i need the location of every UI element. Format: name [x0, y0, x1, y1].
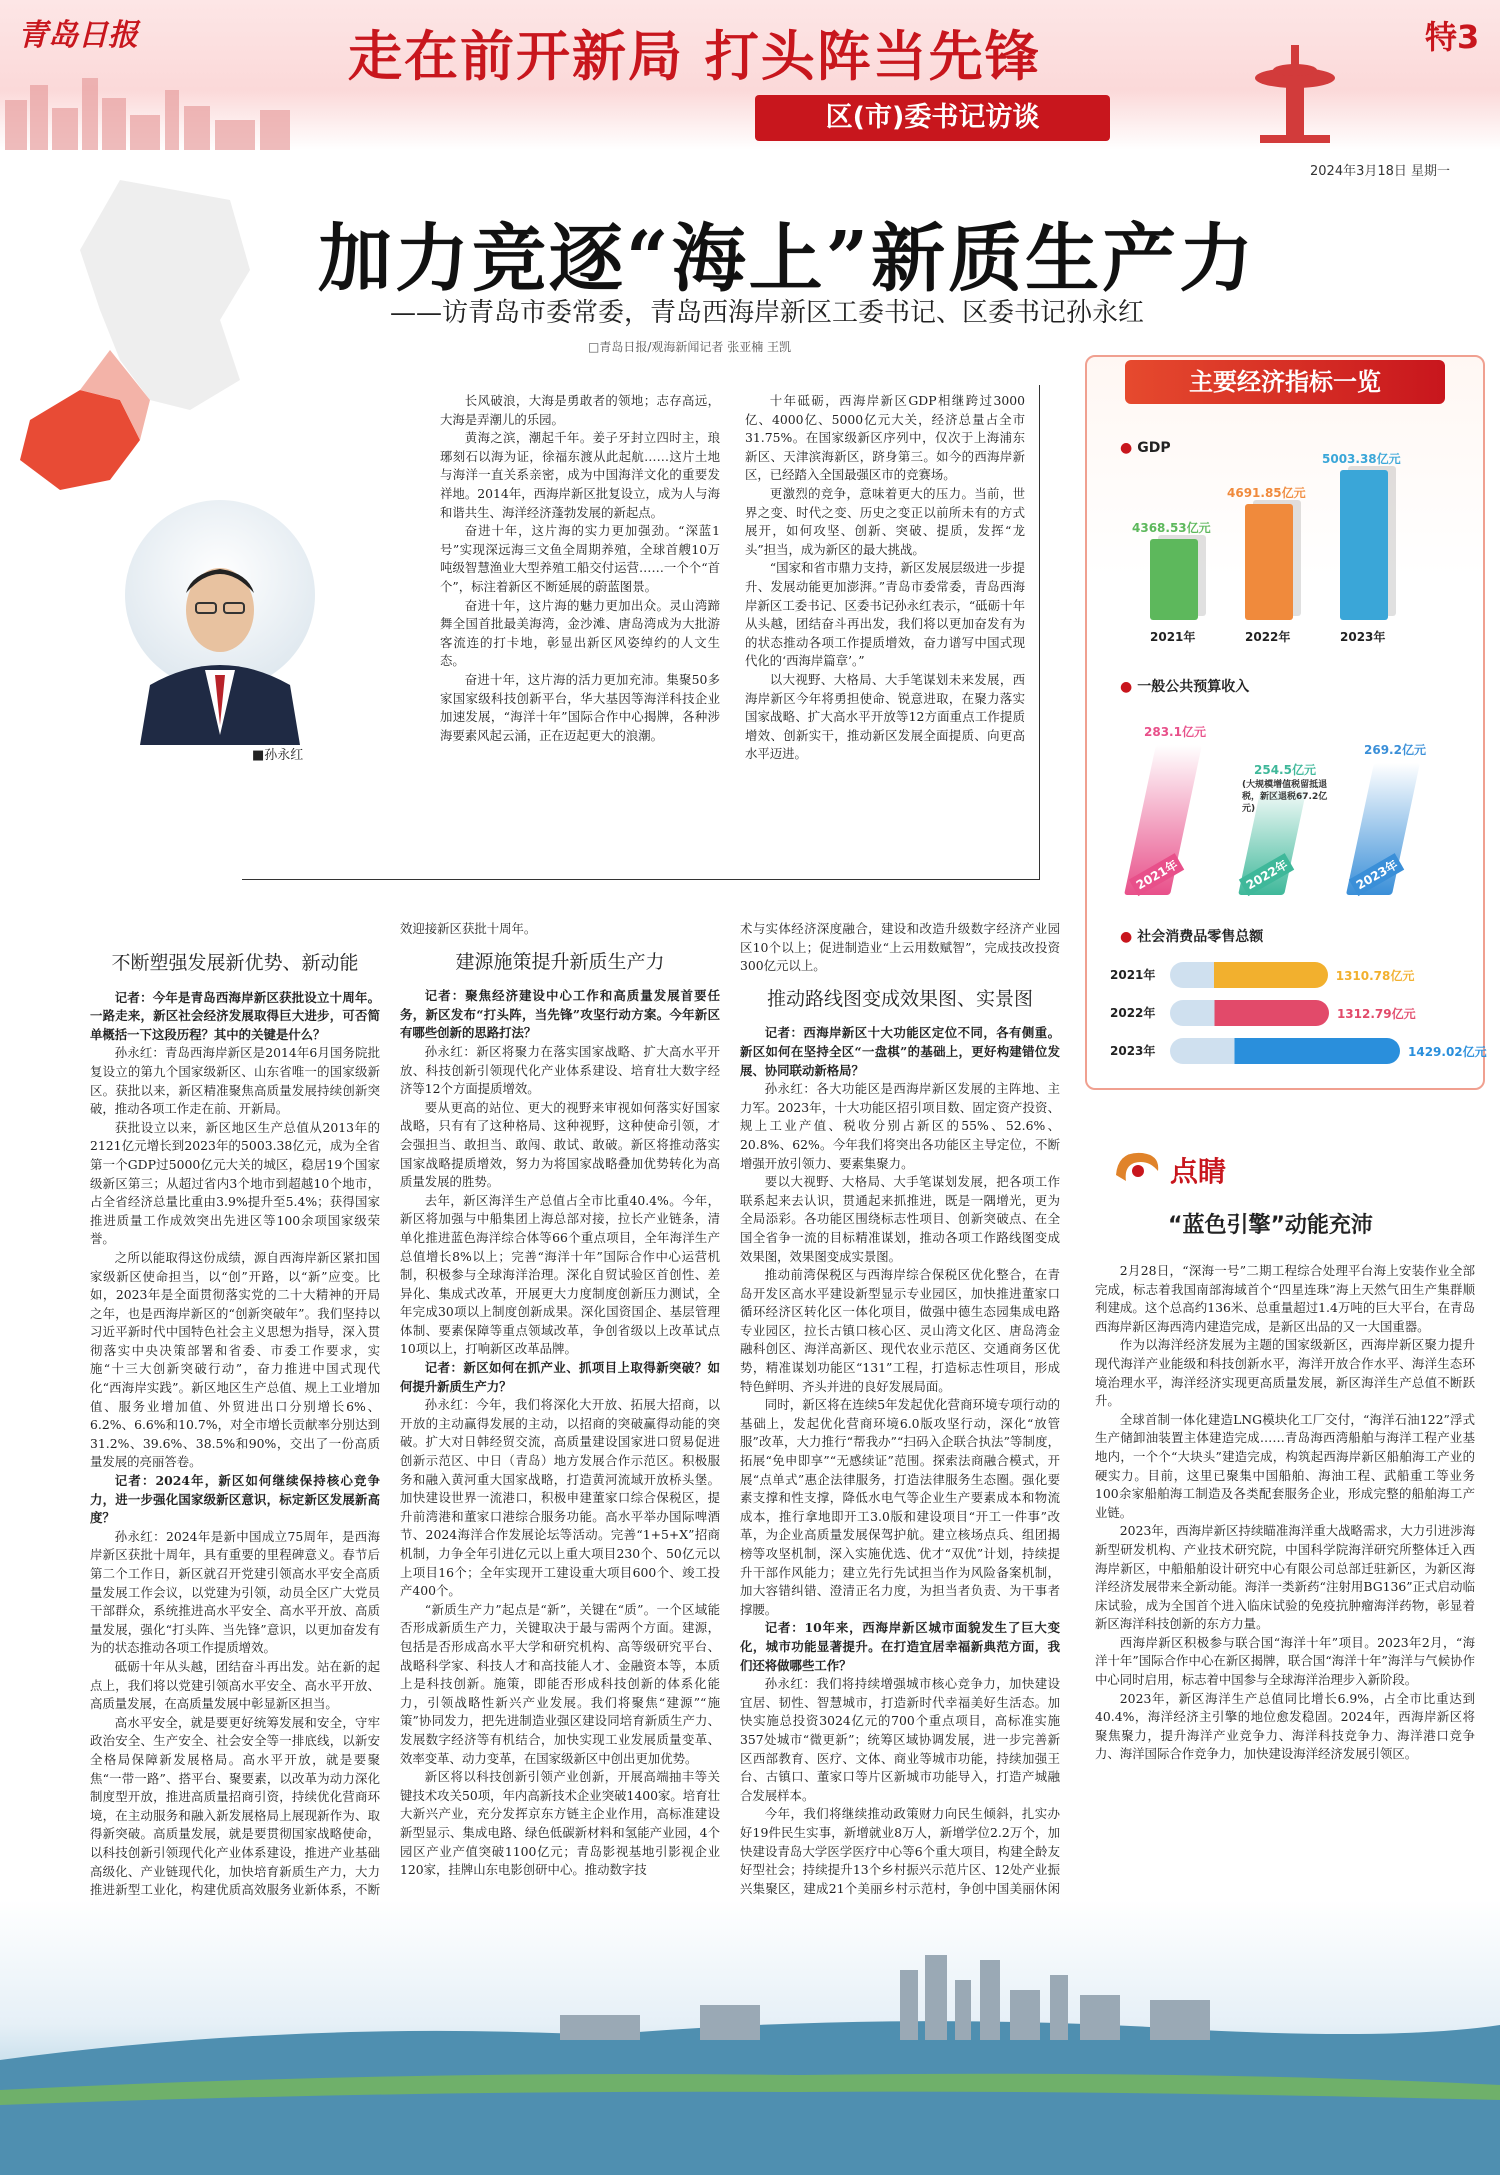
budget-value-label: 254.5亿元	[1254, 762, 1316, 777]
interview-answer: 孙永红：青岛西海岸新区是2014年6月国务院批复设立的第九个国家级新区、山东省唯一的国家级新区。获批以来，新区精准聚焦高质量发展持续创新突破，推动各项工作走在前、开新局。	[90, 1045, 380, 1117]
budget-chart	[1110, 700, 1470, 910]
gdp-bar	[1245, 504, 1293, 620]
budget-note: (大规模增值税留抵退税，新区退税67.2亿元)	[1242, 779, 1328, 814]
sidebar-paragraph: 2月28日，“深海一号”二期工程综合处理平台海上安装作业全部完成，标志着我国南部海域首个“四星连珠”海上天然气田生产集群顺利建成。这个总高约136米、总重量超过1.4万吨的巨大平台，在青岛西海岸新区海西湾内建造完成，是新区出品的又一大国重器。	[1095, 1263, 1475, 1334]
sidebar-body	[1095, 1262, 1475, 1764]
intro-column-1	[440, 392, 720, 745]
budget-label: ● 一般公共预算收入	[1120, 676, 1249, 696]
interview-answer: 今年，我们将继续推动政策财力向民生倾斜，扎实办好19件民生实事，新增就业8万人，新增学位2.2万个，加快建设青岛大学医学医疗中心等6个重大项目，构建全龄友好型社会；持续提升13个乡村振兴示范片区、12处产业振兴集聚区，建成21个美丽乡村示范村，争创中国美丽休闲	[740, 1806, 1060, 1896]
intro-column-2	[745, 392, 1025, 764]
skyline-illustration	[0, 70, 330, 150]
budget-value-label: 269.2亿元	[1364, 743, 1426, 758]
coastline-cityscape-photo	[0, 1900, 1500, 2175]
gdp-chart	[1110, 452, 1470, 660]
retail-value-label: 1310.78亿元	[1335, 969, 1415, 983]
portrait-caption: ■孙永红	[252, 748, 304, 763]
budget-year-label: 2022年	[1239, 853, 1295, 896]
gdp-year-label: 2023年	[1340, 630, 1386, 644]
interview-question: 记者：10年来，西海岸新区城市面貌发生了巨大变化，城市功能显著提升。在打造宜居幸福新典范方面，我们还将做哪些工作？	[740, 1620, 1060, 1673]
retail-year-label: 2021年	[1110, 968, 1156, 982]
article-subtitle: ——访青岛市委常委，青岛西海岸新区工委书记、区委书记孙永红	[390, 298, 1145, 328]
portrait-photo	[120, 485, 320, 745]
gdp-year-label: 2022年	[1245, 630, 1291, 644]
interview-answer: 孙永红：各大功能区是西海岸新区发展的主阵地、主力军。2023年，十大功能区招引项目数、固定资产投资、规上工业产值、税收分别占新区的55%、52.6%、20.8%、62%。今年我们将突出各功能区主导定位，不断增强开放引领力、要素集聚力。	[740, 1081, 1060, 1171]
masthead	[0, 0, 1500, 150]
interview-answer: “新质生产力”起点是“新”，关键在“质”。一个区域能否形成新质生产力，关键取决于最与需两个方面。建源，包括是否形成高水平大学和研究机构、高等级研究平台、战略科学家、科技人才和高技能人才、金融资本等，本质上是科技创新。施策，即能否形成科技创新的体系化能力，引领战略性新兴产业发展。我们将聚焦“建源”“施策”协同发力，把先进制造业强区建设同培育新质生产力、发展数字经济等有机结合，加快实现工业发展质量变革、效率变革、动力变革，在国家级新区中创出更加优势。	[400, 1601, 720, 1766]
gdp-value-label: 5003.38亿元	[1322, 452, 1401, 466]
interview-answer: 同时，新区将在连续5年发起优化营商环境专项行动的基础上，发起优化营商环境6.0版攻坚行动，深化“放管服”改革，大力推行“帮我办”“扫码入企联合执法”等制度，拓展“免申即享”“无感续证”范围。探索法商融合模式，开展“点单式”惠企法律服务，打造法律服务生态圈。强化要素支撑和性支撑，降低水电气等企业生产要素成本和物流成本，推行拿地即开工3.0版和建设项目“开工一件事”改革，为企业高质量发展保驾护航。建立核场点兵、组团揭榜等攻坚机制，深入实施优选、优才“双优”计划，持续提升干部作风能力；建立先行先试担当作为风险备案机制，加大容错纠错、澄清正名力度，为担当者负责、为干事者撑腰。	[740, 1397, 1060, 1617]
interview-answer: 要从更高的站位、更大的视野来审视如何落实好国家战略，只有有了这种格局、这种视野，这种使命引领，才会强担当、敢担当、敢闯、敢试、敢破。新区将推动落实国家战略提质增效，努力为将国家战略叠加优势转化为高质量发展的胜势。	[400, 1099, 720, 1190]
dateline: 2024年3月18日 星期一	[1310, 164, 1451, 179]
gdp-bar	[1150, 539, 1198, 620]
sidebar-paragraph: 西海岸新区积极参与联合国“海洋十年”项目。2023年2月，“海洋十年”国际合作中心在新区揭牌，联合国“海洋十年”海洋与气候协作中心同时启用，标志着中国参与全球海洋治理步入新阶段。	[1095, 1634, 1475, 1688]
interview-question: 记者：聚焦经济建设中心工作和高质量发展首要任务，新区发布“打头阵，当先锋”攻坚行动方案。今年新区有哪些创新的思路打法？	[400, 988, 720, 1041]
interview-answer: 砥砺十年从头越，团结奋斗再出发。站在新的起点上，我们将以党建引领高水平安全、高水平开放、高质量发展，在高质量发展中彰显新区担当。	[90, 1658, 380, 1712]
intro-paragraph: 奋进十年，这片海的活力更加充沛。集聚50多家国家级科技创新平台，华大基因等海洋科技企业加速发展，“海洋十年”国际合作中心揭牌，各种涉海要素风起云涌，正在迈起更大的浪潮。	[440, 671, 720, 743]
retail-bar	[1170, 962, 1328, 988]
retail-label: ● 社会消费品零售总额	[1120, 926, 1263, 946]
body-column-3	[740, 920, 1060, 1917]
interview-answer: 新区将以科技创新引领产业创新，开展高端抽丰等关键技术攻关50项，年内高新技术企业突破1400家。培育壮大新兴产业，充分发挥京东方链主企业作用，高标准建设新型显示、集成电路、绿色低碳新材料和氢能产业园，4个园区产业产值突破1100亿元；青岛影视基地引影视企业120家，挂牌山东电影创研中心。推动数字技	[400, 1769, 720, 1878]
interview-question: 记者：今年是青岛西海岸新区获批设立十周年。一路走来，新区社会经济发展取得巨大进步，可否简单概括一下这段历程？其中的关键是什么？	[90, 989, 380, 1042]
intro-paragraph: 以大视野、大格局、大手笔谋划未来发展，西海岸新区今年将勇担使命、锐意进取，在聚力落实国家战略、扩大高水平开放等12方面重点工作提质增效、创新实干，推动新区发展全面提质、向更高水平迈进。	[745, 671, 1025, 762]
body-paragraph: 效迎接新区获批十周年。	[400, 921, 537, 936]
interview-question: 记者：新区如何在抓产业、抓项目上取得新突破？如何提升新质生产力？	[400, 1360, 720, 1394]
retail-bar	[1170, 1038, 1400, 1064]
body-paragraph: 术与实体经济深度融合，建设和改造升级数字经济产业园区10个以上；促进制造业“上云用数赋智”，完成技改投资300亿元以上。	[740, 921, 1060, 974]
article-title: 加力竞逐“海上”新质生产力	[318, 216, 1257, 302]
retail-value-label: 1312.79亿元	[1336, 1007, 1416, 1021]
intro-paragraph: 长风破浪，大海是勇敢者的领地；志存高远，大海是弄潮儿的乐园。	[440, 393, 720, 427]
intro-paragraph: 十年砥砺，西海岸新区GDP相继跨过3000亿、4000亿、5000亿元大关，经济总量占全市31.75%。在国家级新区序列中，仅次于上海浦东新区、天津滨海新区，跻身第三。如今的西海岸新区，已经踏入全国最强区市的竞赛场。	[745, 393, 1025, 483]
intro-paragraph: 黄海之滨，潮起千年。姜子牙封立四时主，琅琊刻石以海为证，徐福东渡从此起航……这片土地与海洋一直关系亲密，成为中国海洋文化的重要发祥地。2014年，西海岸新区批复设立，成为人与海和谐共生、海洋经济蓬勃发展的新起点。	[440, 430, 720, 520]
section-heading: 推动路线图变成效果图、实景图	[766, 987, 1033, 1010]
newspaper-name: 青岛日报	[18, 18, 138, 53]
map-illustration	[0, 160, 260, 500]
intro-paragraph: 奋进十年，这片海的实力更加强劲。“深蓝1号”实现深远海三文鱼全周期养殖，全球首艘10万吨级智慧渔业大型养殖工船交付运营……一个个“首个”，标注着新区不断延展的蔚蓝图景。	[440, 523, 720, 594]
gdp-year-label: 2021年	[1150, 630, 1196, 644]
masthead-headline: 走在前开新局 打头阵当先锋	[348, 25, 1041, 88]
interview-answer: 孙永红：新区将聚力在落实国家战略、扩大高水平开放、科技创新引领现代化产业体系建设、培育壮大数字经济等12个方面提质增效。	[400, 1043, 720, 1097]
swirl-icon	[1108, 1145, 1168, 1191]
intro-paragraph: “国家和省市鼎力支持，新区发展层级进一步提升、发展动能更加澎湃。”青岛市委常委，青岛西海岸新区工委书记、区委书记孙永红表示，“砥砺十年从头越，团结奋斗再出发，我们将以更加奋发有为的状态推动各项工作提质增效，奋力谱写中国式现代化的‘西海岸篇章’。”	[745, 560, 1025, 669]
section-heading: 建源施策提升新质生产力	[455, 950, 665, 973]
interview-answer: 推动前湾保税区与西海岸综合保税区优化整合，在青岛开发区高水平建设新型显示专业园区，加快推进董家口循环经济区转化区一体化项目，做强中德生态园集成电路专业园区，拉长古镇口核心区、灵山湾文化区、唐岛湾金融科创区、海洋高新区、现代农业示范区、交通商务区优势，精准谋划功能区“131”工程，打造标志性项目，形成特色鲜明、齐头并进的良好发展局面。	[740, 1267, 1060, 1394]
sidebar-title: “蓝色引擎”动能充沛	[1168, 1213, 1373, 1238]
column-band: 区(市)委书记访谈	[755, 95, 1110, 141]
body-column-2	[400, 920, 720, 1880]
interview-question: 记者：2024年，新区如何继续保持核心竞争力，进一步强化国家级新区意识，标定新区发展新高度？	[90, 1473, 380, 1526]
retail-year-label: 2023年	[1110, 1044, 1156, 1058]
interview-answer: 孙永红：我们将持续增强城市核心竞争力，加快建设宜居、韧性、智慧城市，打造新时代幸福美好生活态。加快实施总投资3024亿元的700个重点项目，高标准实施357处城市“微更新”；统筹区域协调发展，进一步完善新区西部教育、医疗、文体、商业等城市功能，持续加强王台、古镇口、董家口等片区新城市功能导入，打造产城融合发展样本。	[740, 1676, 1060, 1803]
interview-answer: 之所以能取得这份成绩，源自西海岸新区紧扣国家级新区使命担当，以“创”开路，以“新”应变。比如，2023年是全面贯彻落实党的二十大精神的开局之年，也是西海岸新区的“创新突破年”。我们坚持以习近平新时代中国特色社会主义思想为指导，深入贯彻落实中央决策部署和省委、市委工作要求，实施“十三大创新突破行动”，奋力推进中国式现代化“西海岸实践”。新区地区生产总值、规上工业增加值、服务业增加值、外贸进出口分别增长6%、6.2%、6.6%和10.7%，对全市增长贡献率分别达到31.2%、39.6%、38.5%和90%，交出了一份高质量发展的亮丽答卷。	[90, 1249, 380, 1470]
sidebar-paragraph: 2023年，西海岸新区持续瞄准海洋重大战略需求，大力引进涉海新型研发机构、产业技术研究院，中国科学院海洋研究所整体迁入西海岸新区，中船船舶设计研究中心有限公司总部迁驻新区，为新区海洋经济发展带来全新动能。海洋一类新药“注射用BG136”正式启动临床试验，成为全国首个进入临床试验的免疫抗肿瘤海洋药物，彰显着新区海洋科技创新的东方力量。	[1095, 1523, 1475, 1632]
section-2-body	[400, 987, 720, 1880]
retail-chart	[1110, 950, 1487, 1080]
intro-paragraph: 更激烈的竞争，意味着更大的压力。当前，世界之变、时代之变、历史之变正以前所未有的方式展开，如何攻坚、创新、突破、提质，发挥“龙头”担当，成为新区的最大挑战。	[745, 485, 1025, 557]
sidebar-paragraph: 2023年，新区海洋生产总值同比增长6.9%，占全市比重达到40.4%，海洋经济主引擎的地位愈发稳固。2024年，西海岸新区将聚焦聚力，提升海洋产业竞争力、海洋科技竞争力、海洋港口竞争力、海洋国际合作竞争力，加快建设海洋经济发展引领区。	[1095, 1690, 1475, 1762]
section-1-body	[90, 989, 380, 1974]
interview-question: 记者：西海岸新区十大功能区定位不同，各有侧重。新区如何在坚持全区“一盘棋”的基础上，更好构建错位发展、协同联动新格局？	[740, 1025, 1060, 1078]
section-heading: 不断塑强发展新优势、新动能	[111, 952, 359, 974]
gdp-bar	[1340, 470, 1388, 620]
sidebar-column-name: 点睛	[1170, 1155, 1227, 1188]
interview-answer: 孙永红：2024年是新中国成立75周年，是西海岸新区获批十周年，具有重要的里程碑意义。春节后第二个工作日，新区就召开党建引领高水平安全高质量发展工作会议，以党建为引领，动员全区广大党员干部群众，系统推进高水平安全、高水平开放、高质量发展，强化“打头阵、当先锋”意识，以更加奋发有为的状态推动各项工作提质增效。	[90, 1528, 380, 1656]
tower-icon	[1240, 40, 1350, 145]
budget-value-label: 283.1亿元	[1144, 725, 1206, 739]
page-tag: 特3	[1425, 18, 1480, 56]
gdp-value-label: 4691.85亿元	[1227, 485, 1306, 500]
interview-answer: 获批设立以来，新区地区生产总值从2013年的2121亿元增长到2023年的5003.38亿元，成为全省第一个GDP过5000亿元大关的城区，稳居19个国家级新区第三；从超过省内3个地市到超越10个地市，占全省经济总量比重由3.9%提升至5.4%；获得国家推进质量工作成效突出先进区等100余项国家级荣誉。	[90, 1119, 380, 1247]
body-column-1	[90, 940, 380, 1974]
retail-bar	[1170, 1000, 1329, 1026]
sidebar-paragraph: 全球首制一体化建造LNG模块化工厂交付，“海洋石油122”浮式生产储卸油装置主体建造完成……青岛海西湾船舶与海洋工程产业基地内，一个个“大块头”建造完成，构筑起西海岸新区船舶海工产业的硬实力。目前，这里已聚集中国船舶、海油工程、武船重工等业务100余家船舶海工制造及各类配套服务企业，形成完整的船舶海工产业链。	[1095, 1411, 1475, 1520]
interview-answer: 要以大视野、大格局、大手笔谋划发展，把各项工作联系起来去认识，贯通起来抓推进，既是一隅增光，更为全局添彩。各功能区围绕标志性项目、创新突破点、在全国全省争一流的目标精准谋划，推动各项工作路线图变成效果图，效果图变成实景图。	[740, 1174, 1060, 1264]
economic-indicators-title: 主要经济指标一览	[1125, 360, 1445, 404]
interview-answer: 去年，新区海洋生产总值占全市比重40.4%。今年，新区将加强与中船集团上海总部对接，拉长产业链条，清单化推进蓝色海洋综合体等66个重点项目，全年海洋生产总值增长8%以上；完善“海洋十年”国际合作中心运营机制，积极参与全球海洋治理。深化自贸试验区首创性、差异化、集成式改革，开展更大力度制度创新压力测试，全年完成30项以上制度创新成果。深化国资国企、基层管理体制、要素保障等重点领域改革，争创省级以上改革试点10项以上，打响新区改革品牌。	[400, 1192, 720, 1357]
intro-paragraph: 奋进十年，这片海的魅力更加出众。灵山湾蹄舞全国首批最美海湾，金沙滩、唐岛湾成为大批游客流连的打卡地，彰显出新区风姿绰约的人文生态。	[440, 597, 720, 669]
budget-year-label: 2021年	[1129, 853, 1185, 896]
retail-value-label: 1429.02亿元	[1408, 1045, 1487, 1059]
gdp-value-label: 4368.53亿元	[1132, 520, 1211, 535]
interview-answer: 高水平安全，就是要更好统筹发展和安全，守牢政治安全、生产安全、社会安全等一排底线，以新安全格局保障新发展格局。高水平开放，就是要聚焦“一带一路”、搭平台、聚要素，以改革为动力深化制度型开放，推进高质量招商引资，持续优化营商环境，在主动服务和融入新发展格局上展现新作为、取得新突破。高质量发展，就是要贯彻国家战略使命，以科技创新引领现代化产业体系建设，推进产业基础高级化、产业链现代化，加快培育新质生产力，大力推进新型工业化，构建优质高效服务业新体系，不断	[90, 1714, 380, 1898]
section-3-body	[740, 1024, 1060, 1917]
interview-answer: 孙永红：今年，我们将深化大开放、拓展大招商，以开放的主动赢得发展的主动，以招商的突破赢得动能的突破。扩大对日韩经贸交流，高质量建设国家进口贸易促进创新示范区、中日（青岛）地方发展合作示范区。积极服务和融入黄河重大国家战略，打造黄河流域开放桥头堡。加快建设世界一流港口，积极申建董家口综合保税区，提升前湾港和董家口港综合服务功能。高水平举办国际啤酒节、2024海洋合作发展论坛等活动。完善“1+5+X”招商机制，力争全年引进亿元以上重大项目230个、50亿元以上项目16个；全年实现开工建设重大项目600个、竣工投产400个。	[400, 1397, 720, 1599]
sidebar-paragraph: 作为以海洋经济发展为主题的国家级新区，西海岸新区聚力提升现代海洋产业能级和科技创新水平，海洋开放合作水平、海洋生态环境治理水平，海洋经济实现更高质量发展，新区海洋生产总值不断跃升。	[1095, 1337, 1475, 1409]
retail-year-label: 2022年	[1110, 1006, 1156, 1020]
byline: □青岛日报/观海新闻记者 张亚楠 王凯	[588, 340, 792, 354]
gdp-label: ● GDP	[1120, 440, 1171, 456]
budget-year-label: 2023年	[1349, 853, 1405, 896]
